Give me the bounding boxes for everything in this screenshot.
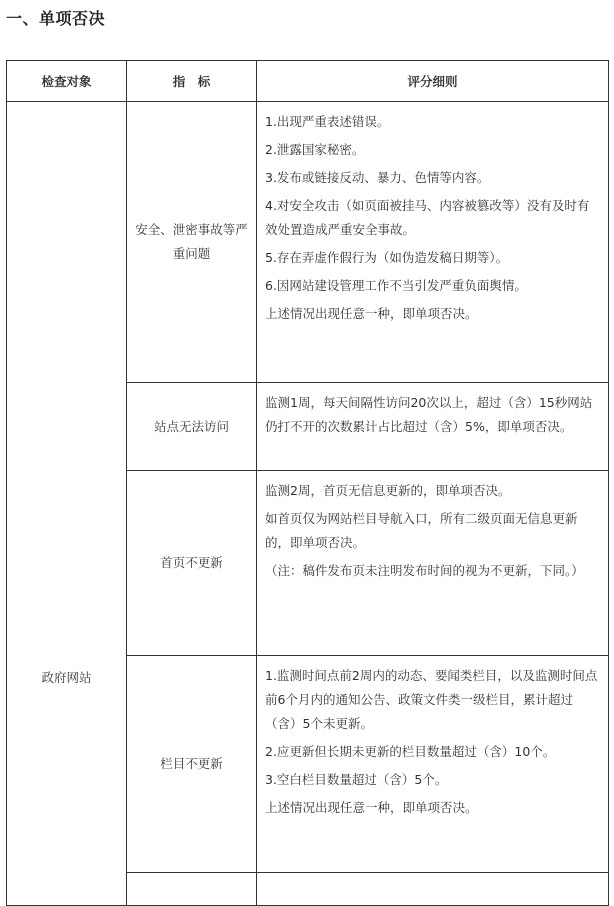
detail-line: 6.因网站建设管理工作不当引发严重负面舆情。 xyxy=(265,278,527,293)
detail-cell xyxy=(257,382,609,470)
detail-line: 1.出现严重表述错误。 xyxy=(265,114,390,129)
detail-line: 4.对安全攻击（如页面被挂马、内容被篡改等）没有及时有效处置造成严重安全事故。 xyxy=(265,198,590,237)
detail-line: 2.应更新但长期未更新的栏目数量超过（含）10个。 xyxy=(265,743,556,759)
table-header-row xyxy=(7,61,609,102)
detail-line: 3.空白栏目数量超过（含）5个。 xyxy=(265,771,448,787)
header-scoring-detail: 评分细则 xyxy=(257,61,609,102)
detail-cell xyxy=(257,655,609,872)
detail-line: 1.监测时间点前2周内的动态、要闻类栏目，以及监测时间点前6个月内的通知公告、政策文件类一级栏目，累计超过（含）5个未更新。 xyxy=(265,667,598,731)
detail-line: 2.泄露国家秘密。 xyxy=(265,142,365,157)
header-check-object: 检查对象 xyxy=(7,61,127,102)
detail-line: （注：稿件发布页未注明发布时间的视为不更新，下同。） xyxy=(265,563,584,579)
indicator-cell: 首页不更新 xyxy=(127,471,257,656)
detail-line: 5.存在弄虚作假行为（如伪造发稿日期等）。 xyxy=(265,250,509,265)
detail-line: 上述情况出现任意一种，即单项否决。 xyxy=(265,799,478,815)
indicator-cell: 站点无法访问 xyxy=(127,382,257,470)
detail-line: 监测2周，首页无信息更新的，即单项否决。 xyxy=(265,483,511,499)
detail-line: 上述情况出现任意一种，即单项否决。 xyxy=(265,306,478,321)
indicator-cell-empty xyxy=(127,872,257,905)
section-title: 一、单项否决 xyxy=(6,9,106,28)
table-row xyxy=(7,102,609,383)
detail-line: 如首页仅为网站栏目导航入口，所有二级页面无信息更新的，即单项否决。 xyxy=(265,511,578,551)
indicator-cell: 安全、泄密事故等严重问题 xyxy=(127,102,257,383)
scoring-rules-table xyxy=(6,60,609,906)
header-indicator: 指 标 xyxy=(127,61,257,102)
check-object-cell: 政府网站 xyxy=(7,102,127,906)
detail-cell xyxy=(257,471,609,656)
detail-line: 监测1周，每天间隔性访问20次以上，超过（含）15秒网站仍打不开的次数累计占比超过（含）5%，即单项否决。 xyxy=(265,394,593,434)
detail-cell-empty xyxy=(257,872,609,905)
detail-cell xyxy=(257,102,609,383)
detail-line: 3.发布或链接反动、暴力、色情等内容。 xyxy=(265,170,490,185)
indicator-cell: 栏目不更新 xyxy=(127,655,257,872)
